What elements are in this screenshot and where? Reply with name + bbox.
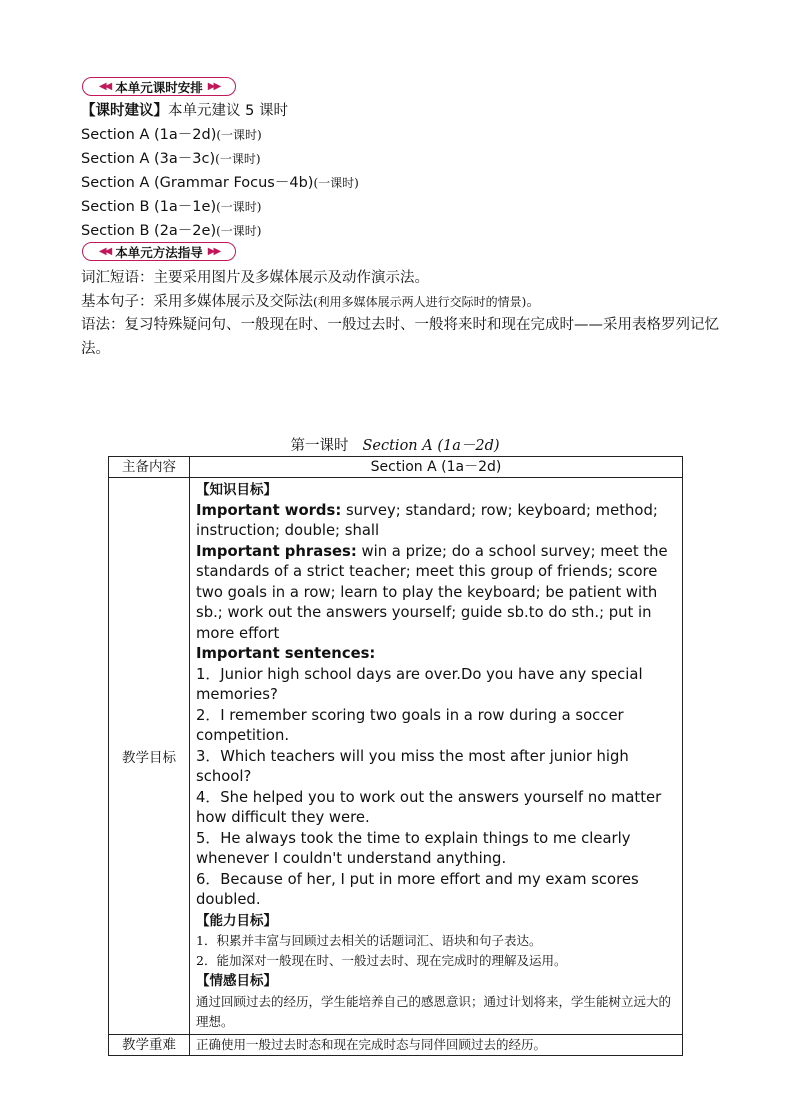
badge-title: 本单元方法指导 (115, 244, 203, 260)
knowledge-title: 【知识目标】 (196, 482, 277, 498)
right-arrows-icon: ▶▶ (207, 246, 220, 257)
method-vocab: 词汇短语：主要采用图片及多媒体展示及动作演示法。 (81, 270, 429, 286)
difficulty-label: 教学重难 (109, 1034, 190, 1055)
phrases-label: Important phrases: (196, 542, 357, 560)
session-name: Section B (1a－1e) (81, 199, 217, 215)
suggestion-text: 本单元建议 5 课时 (168, 103, 288, 119)
sentence-item: 6．Because of her, I put in more effort and my exam scores doubled. (196, 870, 639, 908)
right-arrows-icon: ▶▶ (207, 81, 220, 92)
ability-item: 2．能加深对一般现在时、一般过去时、现在完成时的理解及运用。 (196, 953, 567, 968)
important-words (196, 501, 676, 542)
difficulty-text: 正确使用一般过去时态和现在完成时态与同伴回顾过去的经历。 (190, 1034, 683, 1055)
session-item (81, 147, 261, 168)
table-row (109, 457, 683, 478)
sentence-item: 3．Which teachers will you miss the most after junior high school? (196, 747, 629, 785)
method-grammar-text: 语法：复习特殊疑问句、一般现在时、一般过去时、一般将来时和现在完成时——采用表格罗列记忆法。 (81, 317, 719, 357)
left-arrows-icon: ◀◀ (98, 81, 111, 92)
lesson-suggestion (81, 99, 288, 120)
words-label: Important words: (196, 501, 342, 519)
lesson-caption (0, 434, 790, 455)
method-guide-badge (82, 242, 236, 261)
table-row (109, 478, 683, 1035)
phrases-text: win a prize; do a school survey; meet the standards of a strict teacher; meet this group of friends; score two goals in a row; learn to play the keyboard; be patient with sb.; work out the answers yourself; guide sb.to do sth.; put in more effort (196, 542, 668, 642)
ability-item: 1．积累并丰富与回顾过去相关的话题词汇、语块和句子表达。 (196, 933, 542, 948)
left-arrows-icon: ◀◀ (98, 246, 111, 257)
session-note: (一课时) (216, 200, 262, 214)
goals-content (190, 478, 683, 1035)
session-note: (一课时) (216, 128, 262, 142)
emotion-text: 通过回顾过去的经历，学生能培养自己的感恩意识；通过计划将来，学生能树立远大的理想。 (196, 993, 672, 1029)
sentence-item: 1．Junior high school days are over.Do you have any special memories? (196, 665, 643, 703)
session-note: (一课时) (215, 152, 261, 166)
unit-schedule-badge (82, 77, 236, 96)
sentence-item: 2．I remember scoring two goals in a row during a soccer competition. (196, 706, 624, 744)
table-row (109, 1034, 683, 1055)
ability-title: 【能力目标】 (196, 912, 277, 929)
method-sentences (81, 290, 541, 311)
sentence-item: 5．He always took the time to explain things to me clearly whenever I couldn't understand anything. (196, 829, 631, 867)
session-name: Section B (2a－2e) (81, 223, 217, 239)
method-grammar (81, 313, 741, 361)
session-note: (一课时) (313, 176, 359, 190)
session-item (81, 123, 262, 144)
words-text: survey; standard; row; keyboard; method; instruction; double; shall (196, 501, 658, 539)
badge-title: 本单元课时安排 (115, 79, 203, 95)
suggestion-label: 【课时建议】 (81, 103, 168, 119)
goals-label: 教学目标 (109, 478, 190, 1035)
session-item (81, 195, 261, 216)
session-item (81, 171, 359, 192)
caption-cn: 第一课时 (290, 438, 349, 454)
session-name: Section A (Grammar Focus－4b) (81, 175, 314, 191)
important-phrases (196, 542, 676, 645)
emotion-title: 【情感目标】 (196, 973, 277, 989)
method-sentences-end: 。 (526, 294, 541, 310)
caption-en: Section A (1a－2d) (362, 438, 500, 454)
method-sentences-note: (利用多媒体展示两人进行交际时的情景) (313, 295, 527, 309)
method-sentences-main: 基本句子：采用多媒体展示及交际法 (81, 294, 313, 310)
session-item (81, 219, 261, 240)
head-value: Section A (1a－2d) (190, 457, 683, 478)
lesson-plan-table (108, 456, 683, 1056)
head-label: 主备内容 (109, 457, 190, 478)
session-name: Section A (1a－2d) (81, 127, 217, 143)
sentence-item: 4．She helped you to work out the answers yourself no matter how difficult they were. (196, 788, 662, 826)
session-name: Section A (3a－3c) (81, 151, 216, 167)
sentences-label: Important sentences: (196, 645, 376, 662)
session-note: (一课时) (216, 224, 262, 238)
